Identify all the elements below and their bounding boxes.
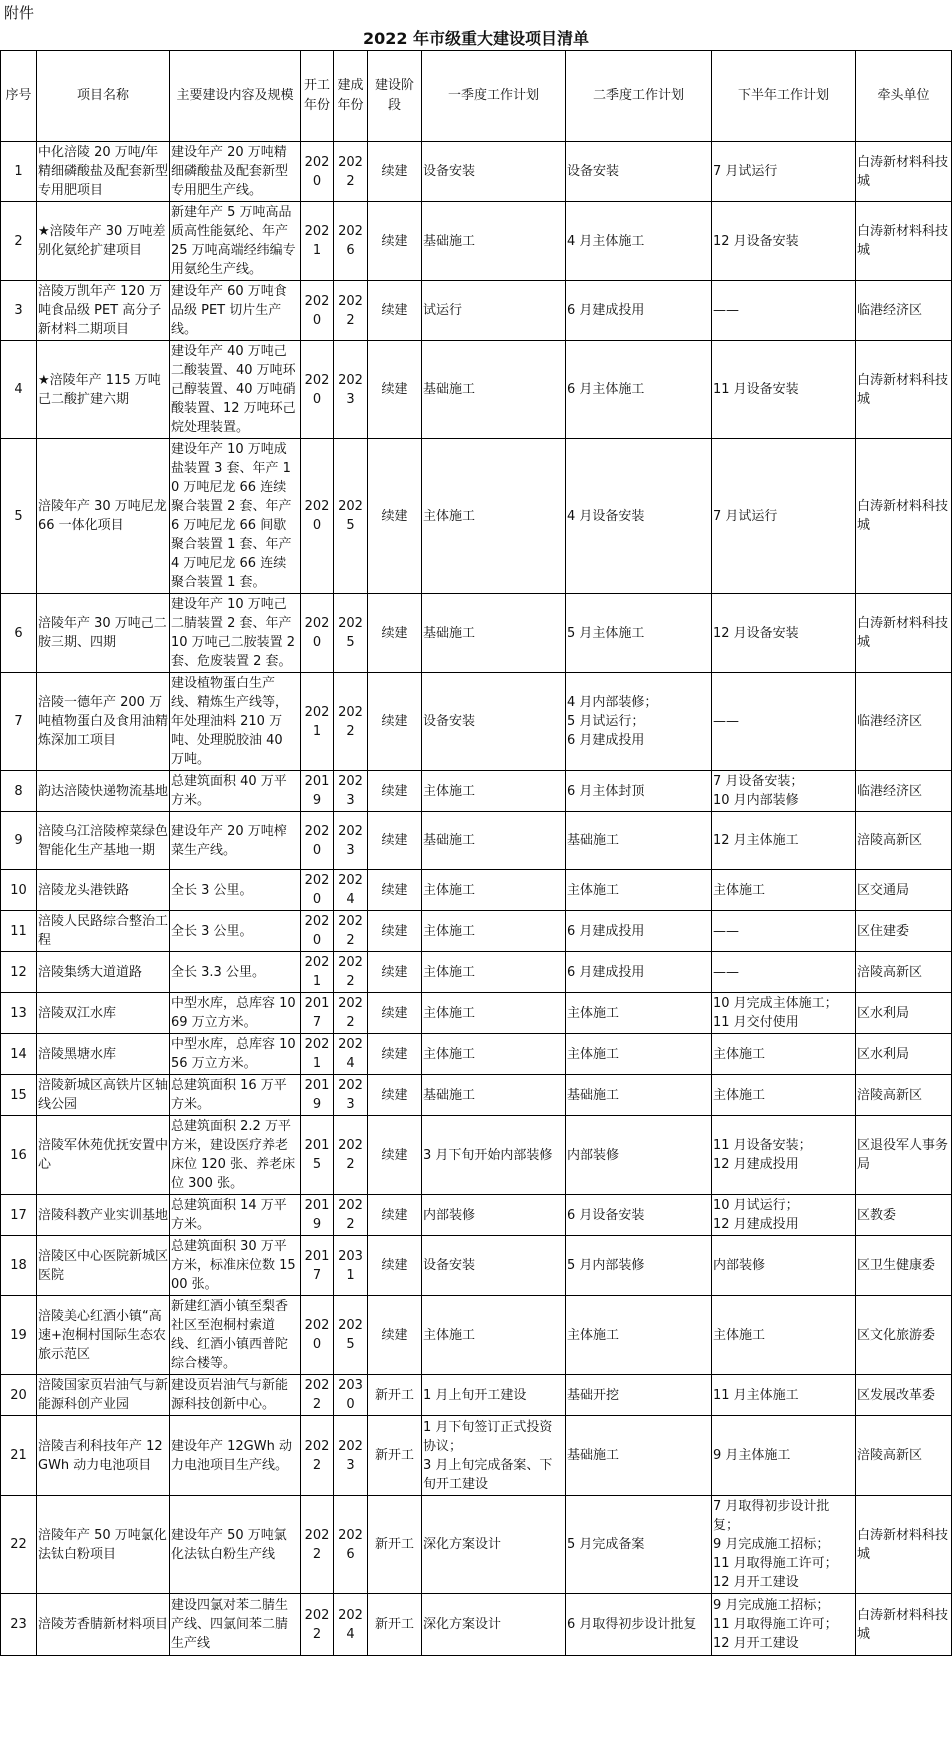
header-name: 项目名称 <box>37 51 170 142</box>
q1-plan: 设备安装 <box>422 142 566 202</box>
q1-plan: 主体施工 <box>422 911 566 952</box>
project-table <box>0 50 952 1656</box>
table-row <box>1 1075 952 1116</box>
table-row <box>1 341 952 439</box>
project-content: 总建筑面积 40 万平方米。 <box>170 771 301 812</box>
project-name: 涪陵芳香腈新材料项目 <box>37 1594 170 1656</box>
h2-plan: 12 月主体施工 <box>712 812 856 870</box>
project-name: 涪陵龙头港铁路 <box>37 870 170 911</box>
start-year: 2021 <box>301 952 334 993</box>
h2-plan: 7 月取得初步设计批复； 9 月完成施工招标； 11 月取得施工许可； 12 月开工建设 <box>712 1496 856 1594</box>
build-stage: 续建 <box>368 1236 422 1296</box>
table-row <box>1 870 952 911</box>
project-name: 涪陵年产 50 万吨氯化法钛白粉项目 <box>37 1496 170 1594</box>
finish-year: 2022 <box>334 993 368 1034</box>
table-row <box>1 1236 952 1296</box>
q2-plan: 6 月建成投用 <box>566 281 712 341</box>
row-no: 1 <box>1 142 37 202</box>
lead-unit: 白涛新材料科技城 <box>856 1594 952 1656</box>
finish-year: 2022 <box>334 281 368 341</box>
header-start-year: 开工年份 <box>301 51 334 142</box>
finish-year: 2022 <box>334 1116 368 1195</box>
project-content: 建设年产 40 万吨己二酸装置、40 万吨环己醇装置、40 万吨硝酸装置、12 万吨环己烷处理装置。 <box>170 341 301 439</box>
build-stage: 续建 <box>368 1116 422 1195</box>
row-no: 19 <box>1 1296 37 1375</box>
finish-year: 2022 <box>334 911 368 952</box>
row-no: 23 <box>1 1594 37 1656</box>
project-name: ★涪陵年产 115 万吨己二酸扩建六期 <box>37 341 170 439</box>
lead-unit: 涪陵高新区 <box>856 812 952 870</box>
q2-plan: 主体施工 <box>566 993 712 1034</box>
q1-plan: 主体施工 <box>422 771 566 812</box>
lead-unit: 区水利局 <box>856 993 952 1034</box>
q2-plan: 5 月完成备案 <box>566 1496 712 1594</box>
start-year: 2019 <box>301 1075 334 1116</box>
project-name: 涪陵人民路综合整治工程 <box>37 911 170 952</box>
project-content: 建设植物蛋白生产线、精炼生产线等，年处理油料 210 万吨、处理脱胶油 40 万吨。 <box>170 673 301 771</box>
start-year: 2020 <box>301 812 334 870</box>
build-stage: 续建 <box>368 439 422 594</box>
project-name: 涪陵双江水库 <box>37 993 170 1034</box>
project-name: ★涪陵年产 30 万吨差别化氨纶扩建项目 <box>37 202 170 281</box>
lead-unit: 白涛新材料科技城 <box>856 439 952 594</box>
project-name: 涪陵军休苑优抚安置中心 <box>37 1116 170 1195</box>
project-content: 建设年产 12GWh 动力电池项目生产线。 <box>170 1416 301 1496</box>
start-year: 2020 <box>301 1296 334 1375</box>
table-row <box>1 812 952 870</box>
start-year: 2019 <box>301 1195 334 1236</box>
q1-plan: 3 月下旬开始内部装修 <box>422 1116 566 1195</box>
finish-year: 2030 <box>334 1375 368 1416</box>
project-content: 中型水库，总库容 1056 万立方米。 <box>170 1034 301 1075</box>
row-no: 3 <box>1 281 37 341</box>
project-content: 全长 3 公里。 <box>170 911 301 952</box>
project-content: 建设年产 60 万吨食品级 PET 切片生产线。 <box>170 281 301 341</box>
lead-unit: 白涛新材料科技城 <box>856 594 952 673</box>
header-finish-year: 建成年份 <box>334 51 368 142</box>
q1-plan: 主体施工 <box>422 993 566 1034</box>
start-year: 2021 <box>301 1034 334 1075</box>
build-stage: 续建 <box>368 281 422 341</box>
table-row <box>1 142 952 202</box>
table-row <box>1 1594 952 1656</box>
row-no: 8 <box>1 771 37 812</box>
row-no: 2 <box>1 202 37 281</box>
table-row <box>1 1296 952 1375</box>
q1-plan: 主体施工 <box>422 1296 566 1375</box>
lead-unit: 涪陵高新区 <box>856 952 952 993</box>
q2-plan: 6 月主体施工 <box>566 341 712 439</box>
project-content: 中型水库，总库容 1069 万立方米。 <box>170 993 301 1034</box>
finish-year: 2023 <box>334 341 368 439</box>
project-content: 建设年产 20 万吨精细磷酸盐及配套新型专用肥生产线。 <box>170 142 301 202</box>
row-no: 17 <box>1 1195 37 1236</box>
project-content: 建设年产 20 万吨榨菜生产线。 <box>170 812 301 870</box>
build-stage: 新开工 <box>368 1375 422 1416</box>
lead-unit: 涪陵高新区 <box>856 1075 952 1116</box>
table-row <box>1 202 952 281</box>
q2-plan: 6 月建成投用 <box>566 952 712 993</box>
h2-plan: 7 月试运行 <box>712 439 856 594</box>
table-row <box>1 594 952 673</box>
q2-plan: 内部装修 <box>566 1116 712 1195</box>
attachment-label: 附件 <box>4 4 35 22</box>
q2-plan: 基础施工 <box>566 1075 712 1116</box>
start-year: 2015 <box>301 1116 334 1195</box>
project-name: 涪陵黑塘水库 <box>37 1034 170 1075</box>
lead-unit: 涪陵高新区 <box>856 1416 952 1496</box>
lead-unit: 白涛新材料科技城 <box>856 142 952 202</box>
start-year: 2020 <box>301 870 334 911</box>
start-year: 2020 <box>301 439 334 594</box>
table-row <box>1 1034 952 1075</box>
header-no: 序号 <box>1 51 37 142</box>
project-name: 涪陵集绣大道道路 <box>37 952 170 993</box>
row-no: 13 <box>1 993 37 1034</box>
finish-year: 2023 <box>334 1075 368 1116</box>
q1-plan: 基础施工 <box>422 1075 566 1116</box>
h2-plan: 12 月设备安装 <box>712 202 856 281</box>
q2-plan: 设备安装 <box>566 142 712 202</box>
start-year: 2017 <box>301 993 334 1034</box>
finish-year: 2023 <box>334 1416 368 1496</box>
row-no: 20 <box>1 1375 37 1416</box>
project-name: 涪陵年产 30 万吨尼龙 66 一体化项目 <box>37 439 170 594</box>
q1-plan: 主体施工 <box>422 952 566 993</box>
q2-plan: 4 月主体施工 <box>566 202 712 281</box>
q2-plan: 6 月主体封顶 <box>566 771 712 812</box>
start-year: 2020 <box>301 142 334 202</box>
h2-plan: 10 月完成主体施工； 11 月交付使用 <box>712 993 856 1034</box>
q1-plan: 设备安装 <box>422 1236 566 1296</box>
q2-plan: 4 月内部装修； 5 月试运行； 6 月建成投用 <box>566 673 712 771</box>
project-name: 涪陵一德年产 200 万吨植物蛋白及食用油精炼深加工项目 <box>37 673 170 771</box>
q2-plan: 6 月取得初步设计批复 <box>566 1594 712 1656</box>
q1-plan: 基础施工 <box>422 341 566 439</box>
build-stage: 续建 <box>368 993 422 1034</box>
lead-unit: 白涛新材料科技城 <box>856 1496 952 1594</box>
finish-year: 2026 <box>334 202 368 281</box>
start-year: 2020 <box>301 594 334 673</box>
q1-plan: 1 月下旬签订正式投资协议； 3 月上旬完成备案、下旬开工建设 <box>422 1416 566 1496</box>
project-content: 建设年产 10 万吨己二腈装置 2 套、年产 10 万吨己二胺装置 2 套、危废装置 2 套。 <box>170 594 301 673</box>
header-h2-plan: 下半年工作计划 <box>712 51 856 142</box>
table-row <box>1 911 952 952</box>
project-content: 新建红酒小镇至梨香社区至泡桐村索道线、红酒小镇西普陀综合楼等。 <box>170 1296 301 1375</box>
finish-year: 2025 <box>334 439 368 594</box>
lead-unit: 临港经济区 <box>856 771 952 812</box>
start-year: 2022 <box>301 1416 334 1496</box>
build-stage: 续建 <box>368 594 422 673</box>
lead-unit: 区卫生健康委 <box>856 1236 952 1296</box>
h2-plan: 内部装修 <box>712 1236 856 1296</box>
finish-year: 2025 <box>334 594 368 673</box>
project-name: 涪陵新城区高铁片区轴线公园 <box>37 1075 170 1116</box>
q1-plan: 主体施工 <box>422 439 566 594</box>
project-name: 涪陵吉利科技年产 12 GWh 动力电池项目 <box>37 1416 170 1496</box>
h2-plan: 主体施工 <box>712 1034 856 1075</box>
finish-year: 2024 <box>334 1034 368 1075</box>
row-no: 18 <box>1 1236 37 1296</box>
finish-year: 2022 <box>334 673 368 771</box>
q2-plan: 4 月设备安装 <box>566 439 712 594</box>
q2-plan: 6 月建成投用 <box>566 911 712 952</box>
row-no: 12 <box>1 952 37 993</box>
q2-plan: 主体施工 <box>566 870 712 911</box>
project-name: 涪陵区中心医院新城区医院 <box>37 1236 170 1296</box>
q1-plan: 主体施工 <box>422 1034 566 1075</box>
project-content: 总建筑面积 16 万平方米。 <box>170 1075 301 1116</box>
q2-plan: 基础施工 <box>566 1416 712 1496</box>
q1-plan: 基础施工 <box>422 812 566 870</box>
table-row <box>1 771 952 812</box>
header-stage: 建设阶段 <box>368 51 422 142</box>
header-q2-plan: 二季度工作计划 <box>566 51 712 142</box>
h2-plan: 主体施工 <box>712 870 856 911</box>
q2-plan: 6 月设备安装 <box>566 1195 712 1236</box>
q1-plan: 主体施工 <box>422 870 566 911</box>
project-name: 韵达涪陵快递物流基地 <box>37 771 170 812</box>
start-year: 2022 <box>301 1375 334 1416</box>
project-name: 涪陵美心红酒小镇“高速+泡桐村国际生态农旅示范区 <box>37 1296 170 1375</box>
q2-plan: 5 月主体施工 <box>566 594 712 673</box>
table-row <box>1 952 952 993</box>
project-name: 涪陵年产 30 万吨己二胺三期、四期 <box>37 594 170 673</box>
finish-year: 2023 <box>334 812 368 870</box>
q1-plan: 1 月上旬开工建设 <box>422 1375 566 1416</box>
h2-plan: 10 月试运行； 12 月建成投用 <box>712 1195 856 1236</box>
build-stage: 续建 <box>368 673 422 771</box>
project-content: 建设年产 50 万吨氯化法钛白粉生产线 <box>170 1496 301 1594</box>
row-no: 11 <box>1 911 37 952</box>
q1-plan: 设备安装 <box>422 673 566 771</box>
lead-unit: 临港经济区 <box>856 673 952 771</box>
project-content: 建设年产 10 万吨成盐装置 3 套、年产 10 万吨尼龙 66 连续聚合装置 2 套、年产 6 万吨尼龙 66 间歇聚合装置 1 套、年产 4 万吨尼龙 66 连续聚合装置 1 套。 <box>170 439 301 594</box>
row-no: 15 <box>1 1075 37 1116</box>
lead-unit: 区发展改革委 <box>856 1375 952 1416</box>
table-row <box>1 1116 952 1195</box>
q1-plan: 基础施工 <box>422 202 566 281</box>
table-row <box>1 1496 952 1594</box>
finish-year: 2022 <box>334 142 368 202</box>
project-content: 总建筑面积 2.2 万平方米，建设医疗养老床位 120 张、养老床位 300 张。 <box>170 1116 301 1195</box>
finish-year: 2023 <box>334 771 368 812</box>
build-stage: 续建 <box>368 1296 422 1375</box>
finish-year: 2022 <box>334 952 368 993</box>
start-year: 2021 <box>301 673 334 771</box>
h2-plan: 7 月设备安装； 10 月内部装修 <box>712 771 856 812</box>
row-no: 9 <box>1 812 37 870</box>
build-stage: 续建 <box>368 341 422 439</box>
table-row <box>1 439 952 594</box>
lead-unit: 白涛新材料科技城 <box>856 341 952 439</box>
q2-plan: 主体施工 <box>566 1034 712 1075</box>
build-stage: 续建 <box>368 1034 422 1075</box>
project-content: 建设页岩油气与新能源科技创新中心。 <box>170 1375 301 1416</box>
project-name: 中化涪陵 20 万吨/年精细磷酸盐及配套新型专用肥项目 <box>37 142 170 202</box>
row-no: 6 <box>1 594 37 673</box>
build-stage: 续建 <box>368 771 422 812</box>
lead-unit: 临港经济区 <box>856 281 952 341</box>
build-stage: 续建 <box>368 142 422 202</box>
build-stage: 续建 <box>368 952 422 993</box>
lead-unit: 区水利局 <box>856 1034 952 1075</box>
q1-plan: 深化方案设计 <box>422 1594 566 1656</box>
h2-plan: —— <box>712 673 856 771</box>
lead-unit: 区文化旅游委 <box>856 1296 952 1375</box>
table-row <box>1 281 952 341</box>
header-content: 主要建设内容及规模 <box>170 51 301 142</box>
header-row <box>1 51 952 142</box>
project-name: 涪陵乌江涪陵榨菜绿色智能化生产基地一期 <box>37 812 170 870</box>
lead-unit: 区教委 <box>856 1195 952 1236</box>
table-row <box>1 1375 952 1416</box>
row-no: 5 <box>1 439 37 594</box>
row-no: 22 <box>1 1496 37 1594</box>
build-stage: 续建 <box>368 202 422 281</box>
h2-plan: —— <box>712 911 856 952</box>
finish-year: 2024 <box>334 1594 368 1656</box>
build-stage: 新开工 <box>368 1416 422 1496</box>
q2-plan: 主体施工 <box>566 1296 712 1375</box>
finish-year: 2022 <box>334 1195 368 1236</box>
project-content: 新建年产 5 万吨高品质高性能氨纶、年产 25 万吨高端经纬编专用氨纶生产线。 <box>170 202 301 281</box>
q2-plan: 基础开挖 <box>566 1375 712 1416</box>
table-row <box>1 993 952 1034</box>
h2-plan: 主体施工 <box>712 1075 856 1116</box>
header-lead-unit: 牵头单位 <box>856 51 952 142</box>
q1-plan: 深化方案设计 <box>422 1496 566 1594</box>
build-stage: 新开工 <box>368 1594 422 1656</box>
h2-plan: 主体施工 <box>712 1296 856 1375</box>
h2-plan: 11 月主体施工 <box>712 1375 856 1416</box>
row-no: 10 <box>1 870 37 911</box>
project-name: 涪陵国家页岩油气与新能源科创产业园 <box>37 1375 170 1416</box>
start-year: 2019 <box>301 771 334 812</box>
build-stage: 续建 <box>368 812 422 870</box>
h2-plan: 11 月设备安装 <box>712 341 856 439</box>
row-no: 4 <box>1 341 37 439</box>
header-q1-plan: 一季度工作计划 <box>422 51 566 142</box>
start-year: 2020 <box>301 341 334 439</box>
h2-plan: 12 月设备安装 <box>712 594 856 673</box>
start-year: 2020 <box>301 911 334 952</box>
lead-unit: 区交通局 <box>856 870 952 911</box>
h2-plan: —— <box>712 281 856 341</box>
q2-plan: 基础施工 <box>566 812 712 870</box>
row-no: 7 <box>1 673 37 771</box>
project-name: 涪陵万凯年产 120 万吨食品级 PET 高分子新材料二期项目 <box>37 281 170 341</box>
build-stage: 续建 <box>368 911 422 952</box>
finish-year: 2024 <box>334 870 368 911</box>
row-no: 14 <box>1 1034 37 1075</box>
lead-unit: 区住建委 <box>856 911 952 952</box>
row-no: 21 <box>1 1416 37 1496</box>
h2-plan: 11 月设备安装； 12 月建成投用 <box>712 1116 856 1195</box>
start-year: 2020 <box>301 281 334 341</box>
document-title: 2022 年市级重大建设项目清单 <box>362 29 590 48</box>
project-content: 全长 3 公里。 <box>170 870 301 911</box>
q2-plan: 5 月内部装修 <box>566 1236 712 1296</box>
start-year: 2022 <box>301 1496 334 1594</box>
start-year: 2022 <box>301 1594 334 1656</box>
finish-year: 2025 <box>334 1296 368 1375</box>
finish-year: 2026 <box>334 1496 368 1594</box>
row-no: 16 <box>1 1116 37 1195</box>
h2-plan: 9 月完成施工招标； 11 月取得施工许可； 12 月开工建设 <box>712 1594 856 1656</box>
table-row <box>1 1195 952 1236</box>
q1-plan: 基础施工 <box>422 594 566 673</box>
build-stage: 新开工 <box>368 1496 422 1594</box>
build-stage: 续建 <box>368 1195 422 1236</box>
build-stage: 续建 <box>368 870 422 911</box>
finish-year: 2031 <box>334 1236 368 1296</box>
table-row <box>1 1416 952 1496</box>
project-content: 建设四氯对苯二腈生产线、四氯间苯二腈生产线 <box>170 1594 301 1656</box>
lead-unit: 白涛新材料科技城 <box>856 202 952 281</box>
build-stage: 续建 <box>368 1075 422 1116</box>
q1-plan: 内部装修 <box>422 1195 566 1236</box>
q1-plan: 试运行 <box>422 281 566 341</box>
table-row <box>1 673 952 771</box>
project-content: 总建筑面积 30 万平方米，标准床位数 1500 张。 <box>170 1236 301 1296</box>
project-content: 总建筑面积 14 万平方米。 <box>170 1195 301 1236</box>
h2-plan: —— <box>712 952 856 993</box>
lead-unit: 区退役军人事务局 <box>856 1116 952 1195</box>
start-year: 2021 <box>301 202 334 281</box>
h2-plan: 7 月试运行 <box>712 142 856 202</box>
project-content: 全长 3.3 公里。 <box>170 952 301 993</box>
project-name: 涪陵科教产业实训基地 <box>37 1195 170 1236</box>
start-year: 2017 <box>301 1236 334 1296</box>
h2-plan: 9 月主体施工 <box>712 1416 856 1496</box>
